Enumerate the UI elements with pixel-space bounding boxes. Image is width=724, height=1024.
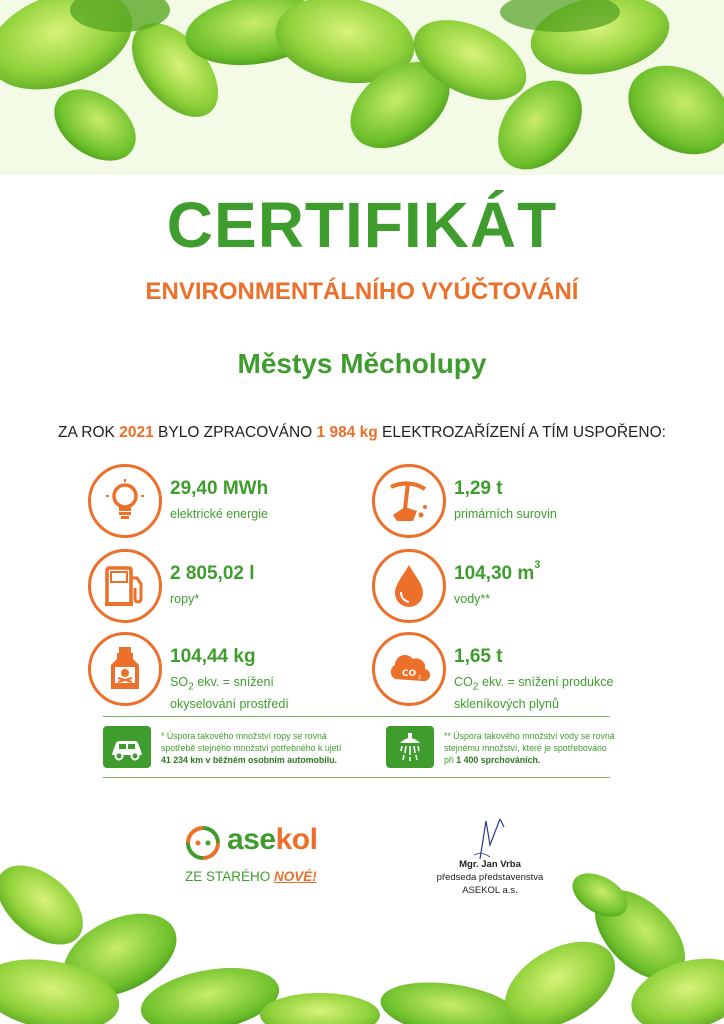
signatory-role: předseda představenstva — [436, 872, 544, 883]
stat-description: primárních surovin — [454, 507, 557, 521]
intro-year: 2021 — [119, 424, 154, 441]
slogan-part1: ZE STARÉHO — [185, 869, 275, 884]
signatory-name: Mgr. Jan Vrba — [459, 859, 521, 870]
slogan-part2: NOVÉ! — [274, 869, 317, 884]
stat-value: 1,65 t — [454, 646, 503, 667]
recycle-logo-icon — [185, 825, 221, 861]
note-line3: 41 234 km v běžném osobním automobilu. — [161, 755, 337, 765]
recipient-name: Městys Měcholupy — [237, 348, 487, 379]
stat-value: 29,40 MWh — [170, 478, 269, 499]
intro-amount: 1 984 kg — [316, 424, 378, 441]
stat-electricity — [88, 464, 388, 544]
stat-value — [454, 559, 541, 585]
intro-sentence — [0, 424, 724, 442]
mining-icon — [372, 464, 446, 538]
asekol-logo — [185, 823, 345, 893]
stat-co2 — [372, 632, 672, 712]
desc-suffix: ekv. = snížení — [193, 675, 274, 689]
note-text — [444, 730, 615, 766]
water-drop-icon — [372, 549, 446, 623]
signatory-company: ASEKOL a.s. — [462, 885, 518, 896]
note-water — [386, 726, 626, 774]
stat-value: 104,44 kg — [170, 646, 256, 667]
intro-part1: ZA ROK — [58, 424, 115, 441]
desc-subscript: 2 — [472, 681, 479, 693]
note-line1: * Úspora takového množství ropy se rovná — [161, 731, 327, 741]
divider-bottom — [103, 777, 610, 778]
shower-icon — [386, 726, 434, 768]
logo-slogan — [185, 869, 317, 884]
top-leaves-decoration — [0, 0, 724, 175]
logo-wordmark — [227, 823, 317, 857]
desc-prefix: CO — [454, 675, 473, 689]
stat-description: elektrické energie — [170, 507, 268, 521]
certificate-subtitle: ENVIRONMENTÁLNÍHO VYÚČTOVÁNÍ — [145, 278, 579, 305]
car-icon — [103, 726, 151, 768]
note-text — [161, 730, 341, 766]
stat-raw-materials — [372, 464, 672, 544]
logo-part2: kol — [275, 823, 318, 856]
stat-description: ropy* — [170, 592, 200, 606]
stat-oil — [88, 549, 388, 629]
note-oil — [103, 726, 353, 774]
stat-description: vody** — [454, 592, 491, 606]
certificate-title: CERTIFIKÁT — [166, 189, 558, 261]
fuel-pump-icon — [88, 549, 162, 623]
desc-line2: skleníkových plynů — [454, 696, 559, 711]
note-line3-prefix: při — [444, 755, 457, 765]
note-line1: ** Úspora takového množství vody se rovná — [444, 731, 615, 741]
poison-bottle-icon — [88, 632, 162, 706]
co2-cloud-icon — [372, 632, 446, 706]
signature-block — [410, 815, 570, 905]
stat-value-main: 104,30 m — [454, 563, 535, 584]
intro-part2: BYLO ZPRACOVÁNO — [158, 424, 313, 441]
desc-suffix: ekv. = snížení produkce — [478, 675, 614, 689]
bottom-leaves-decoration — [0, 835, 724, 1024]
handwritten-signature — [460, 815, 520, 861]
stat-value-superscript: 3 — [534, 559, 541, 571]
lightbulb-icon — [88, 464, 162, 538]
stat-so2 — [88, 632, 388, 712]
note-line2: spotřebě stejného množství potřebného k ujetí — [161, 743, 342, 753]
desc-prefix: SO — [170, 675, 189, 689]
divider-top — [103, 716, 610, 717]
stat-value: 2 805,02 l — [170, 563, 255, 584]
stat-value: 1,29 t — [454, 478, 503, 499]
logo-part1: ase — [227, 823, 276, 856]
desc-subscript: 2 — [188, 681, 194, 693]
svg-text:CO: CO — [401, 669, 417, 679]
stat-description — [454, 674, 613, 713]
note-line3-bold: 1 400 sprchování — [456, 755, 528, 765]
desc-line2: okyselování prostředí — [170, 696, 289, 711]
note-line3-suffix: ch. — [527, 755, 541, 765]
stat-water — [372, 549, 672, 629]
stat-description — [170, 674, 289, 713]
note-line2: stejnému množství, které je spotřebováno — [444, 743, 607, 753]
intro-part3: ELEKTROZAŘÍZENÍ A TÍM USPOŘENO: — [382, 424, 666, 441]
svg-text:2: 2 — [418, 675, 422, 681]
